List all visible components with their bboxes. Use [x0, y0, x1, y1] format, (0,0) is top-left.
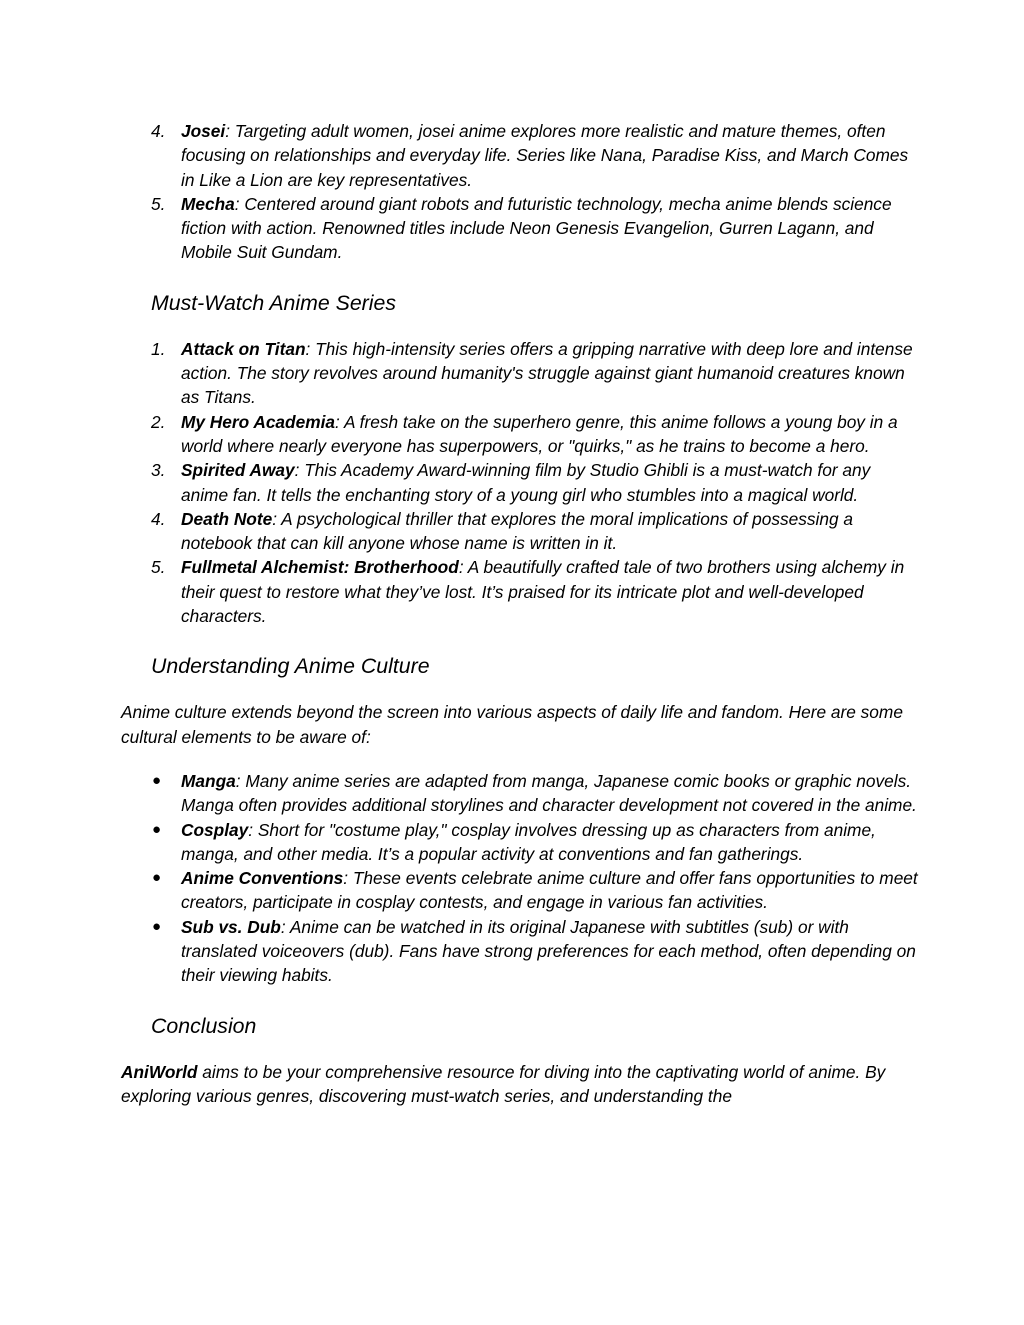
conclusion-text: aims to be your comprehensive resource for diving into the captivating world of anime. By exploring various genres, discovering must-watch series, and understanding the: [121, 1061, 886, 1106]
list-number: 2.: [151, 411, 166, 432]
list-item-term: Sub vs. Dub: [181, 916, 281, 937]
list-item-term: Anime Conventions: [181, 868, 344, 889]
list-item-term: Fullmetal Alchemist: Brotherhood: [181, 557, 459, 578]
list-item: [121, 818, 921, 867]
list-item: [121, 507, 921, 556]
conclusion-paragraph: [121, 1060, 921, 1109]
list-item-term: Death Note: [181, 508, 273, 529]
must-watch-list: [121, 337, 921, 629]
list-item-text: : Short for "costume play," cosplay involves dressing up as characters from anime, manga, and other media. It’s a popular activity at conventions and fan gatherings.: [181, 819, 876, 864]
culture-list: [121, 769, 921, 988]
list-item: [121, 866, 921, 915]
list-item-text: : Many anime series are adapted from manga, Japanese comic books or graphic novels. Manga often provides additional storylines and character development not covered in the anime.: [181, 770, 917, 816]
brand-name: AniWorld: [121, 1061, 198, 1082]
list-item-term: Attack on Titan: [181, 338, 306, 359]
list-item-text: : A fresh take on the superhero genre, this anime follows a young boy in a world where nearly everyone has superpowers, or "quirks," as he trains to become a hero.: [181, 411, 898, 456]
list-item-text: : This high-intensity series offers a gripping narrative with deep lore and intense action. The story revolves around humanity's struggle against giant humanoid creatures known as Titans.: [181, 338, 913, 408]
list-item: [121, 410, 921, 459]
list-item: [121, 337, 921, 410]
section-heading-conclusion: Conclusion: [151, 1013, 257, 1038]
list-item-text: : Anime can be watched in its original Japanese with subtitles (sub) or with translated voiceovers (dub). Fans have strong preferences for each method, often depending on their viewing habits.: [181, 916, 916, 986]
list-number: 4.: [151, 508, 166, 529]
document-content: [121, 119, 921, 1108]
list-item-text: : A beautifully crafted tale of two brothers using alchemy in their quest to restore what they’ve lost. It’s praised for its intricate plot and well-developed characters.: [181, 557, 905, 627]
list-item: [121, 192, 921, 265]
bullet-icon: ●: [152, 771, 162, 789]
list-item: [121, 915, 921, 988]
list-item-text: : Targeting adult women, josei anime explores more realistic and mature themes, often focusing on relationships and everyday life. Series like Nana, Paradise Kiss, and March Comes in Like a Lion are key representatives.: [181, 121, 909, 190]
list-item: [121, 458, 921, 507]
list-number: 1.: [151, 338, 166, 359]
list-number: 5.: [151, 193, 166, 214]
list-item: [121, 119, 921, 192]
list-item-term: Manga: [181, 770, 236, 791]
list-item: [121, 555, 921, 628]
list-item-term: Cosplay: [181, 819, 249, 840]
bullet-icon: ●: [152, 917, 162, 935]
section-heading-must-watch: Must-Watch Anime Series: [151, 290, 396, 315]
list-item-text: : This Academy Award-winning film by Studio Ghibli is a must-watch for any anime fan. It tells the enchanting story of a young girl who stumbles into a magical world.: [181, 460, 871, 505]
bullet-icon: ●: [152, 820, 162, 838]
list-number: 3.: [151, 460, 166, 481]
list-item-term: Spirited Away: [181, 460, 295, 481]
list-item-term: Mecha: [181, 193, 235, 214]
list-item-term: My Hero Academia: [181, 411, 335, 432]
list-item-text: : A psychological thriller that explores the moral implications of possessing a notebook that can kill anyone whose name is written in it.: [181, 508, 854, 554]
culture-intro-paragraph: Anime culture extends beyond the screen into various aspects of daily life and fandom. Here are some cultural elements to be aware of:: [121, 702, 903, 747]
list-item-text: : Centered around giant robots and futuristic technology, mecha anime blends science fiction with action. Renowned titles include Neon Genesis Evangelion, Gurren Lagann, and Mobile Suit Gundam.: [181, 193, 892, 263]
list-item-term: Josei: [181, 121, 226, 141]
list-item: [121, 769, 921, 818]
list-number: 4.: [151, 121, 166, 141]
bullet-icon: ●: [152, 869, 162, 887]
list-number: 5.: [151, 557, 166, 578]
section-heading-culture: Understanding Anime Culture: [151, 654, 430, 679]
list-item-text: : These events celebrate anime culture and offer fans opportunities to meet creators, participate in cosplay contests, and engage in various fan activities.: [181, 868, 918, 913]
genres-list: [121, 119, 921, 265]
